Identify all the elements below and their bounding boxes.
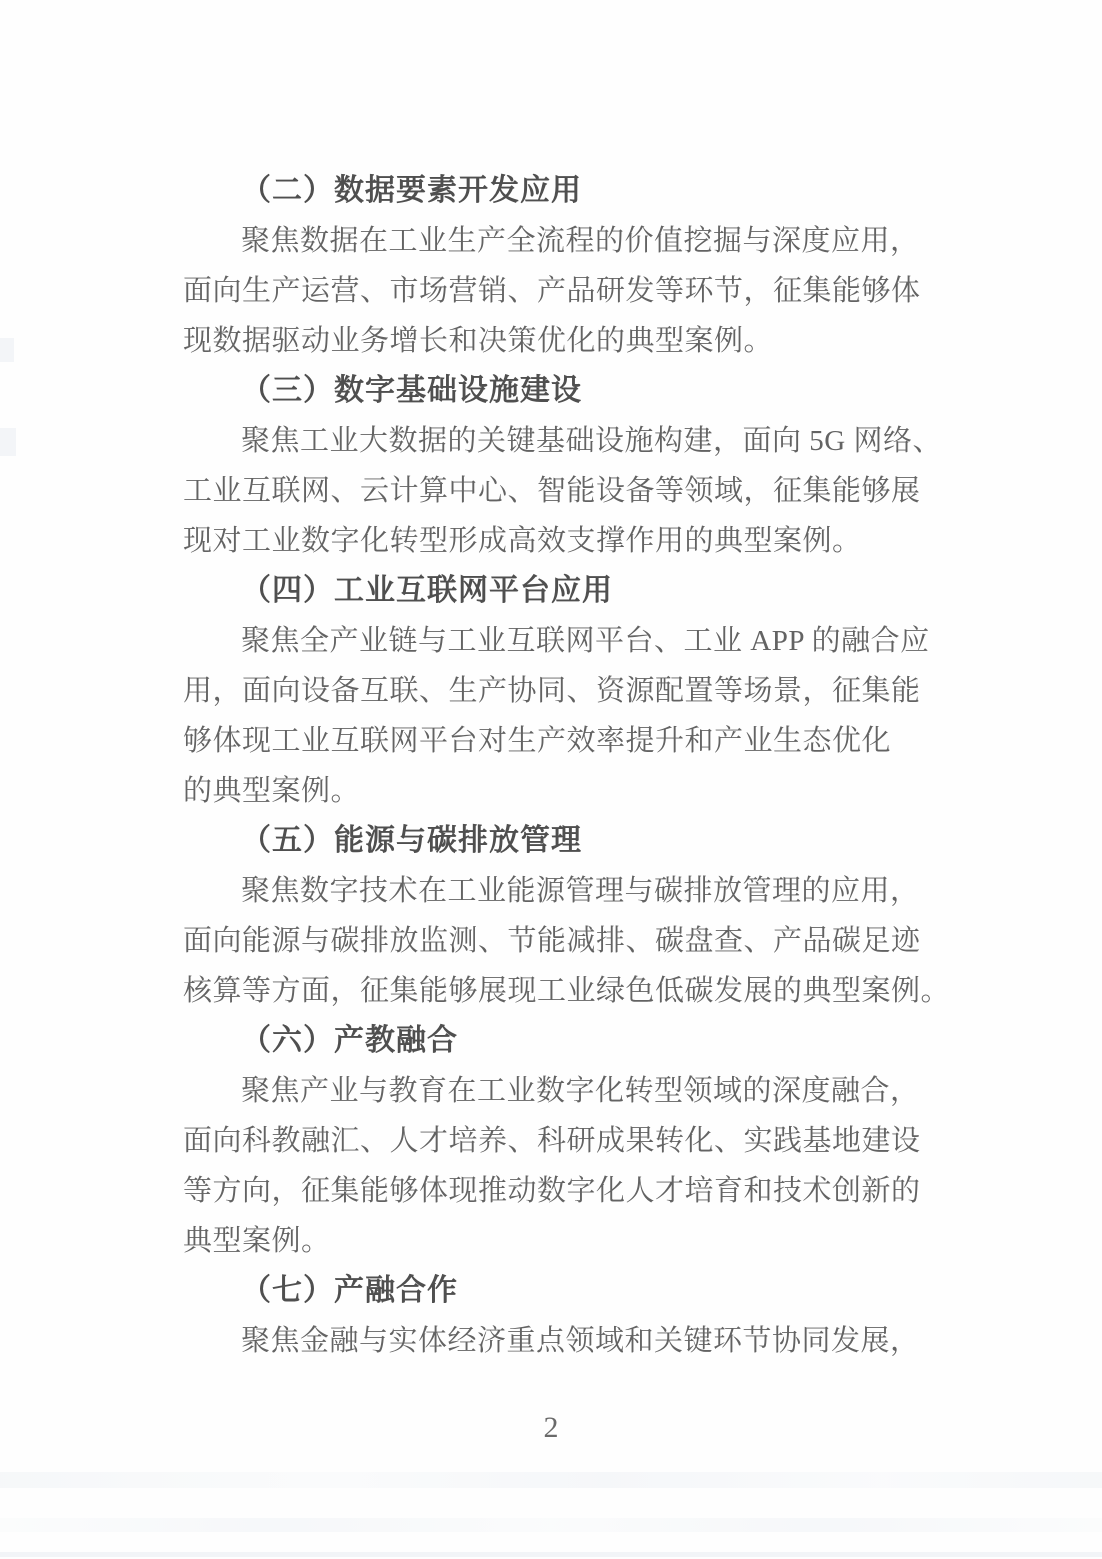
body-line: 的典型案例。 — [183, 775, 361, 807]
scan-artifact — [0, 1552, 1102, 1557]
body-line: 聚焦全产业链与工业互联网平台、工业 APP 的融合应 — [241, 625, 930, 657]
body-line: 够体现工业互联网平台对生产效率提升和产业生态优化 — [183, 725, 892, 757]
body-line: 现对工业数字化转型形成高效支撑作用的典型案例。 — [183, 525, 862, 557]
body-line: 面向能源与碳排放监测、节能减排、碳盘查、产品碳足迹 — [183, 925, 921, 957]
body-line: 聚焦工业大数据的关键基础设施构建，面向 5G 网络、 — [241, 425, 942, 457]
scan-artifact — [0, 428, 16, 456]
section-heading: （五）能源与碳排放管理 — [241, 824, 582, 857]
body-line: 工业互联网、云计算中心、智能设备等领域，征集能够展 — [183, 475, 921, 507]
section-heading: （七）产融合作 — [241, 1274, 458, 1307]
page-number: 2 — [543, 1411, 559, 1444]
body-line: 用，面向设备互联、生产协同、资源配置等场景，征集能 — [183, 675, 921, 707]
body-line: 典型案例。 — [183, 1225, 331, 1257]
body-line: 等方向，征集能够体现推动数字化人才培育和技术创新的 — [183, 1175, 921, 1207]
section-heading: （六）产教融合 — [241, 1024, 458, 1057]
document-body — [183, 166, 951, 1366]
section-heading: （二）数据要素开发应用 — [241, 174, 582, 207]
section-heading: （三）数字基础设施建设 — [241, 374, 582, 407]
body-line: 核算等方面，征集能够展现工业绿色低碳发展的典型案例。 — [183, 975, 951, 1007]
body-line: 聚焦产业与教育在工业数字化转型领域的深度融合， — [241, 1075, 920, 1107]
body-line: 聚焦数据在工业生产全流程的价值挖掘与深度应用， — [241, 225, 920, 257]
scan-artifact — [0, 338, 14, 362]
section-heading: （四）工业互联网平台应用 — [241, 574, 613, 607]
scan-artifact — [0, 1472, 1102, 1488]
body-line: 现数据驱动业务增长和决策优化的典型案例。 — [183, 325, 774, 357]
body-line: 面向科教融汇、人才培养、科研成果转化、实践基地建设 — [183, 1125, 921, 1157]
body-line: 聚焦数字技术在工业能源管理与碳排放管理的应用， — [241, 875, 920, 907]
body-line: 聚焦金融与实体经济重点领域和关键环节协同发展， — [241, 1325, 920, 1357]
scan-artifact — [0, 1518, 1102, 1532]
body-line: 面向生产运营、市场营销、产品研发等环节，征集能够体 — [183, 275, 921, 307]
